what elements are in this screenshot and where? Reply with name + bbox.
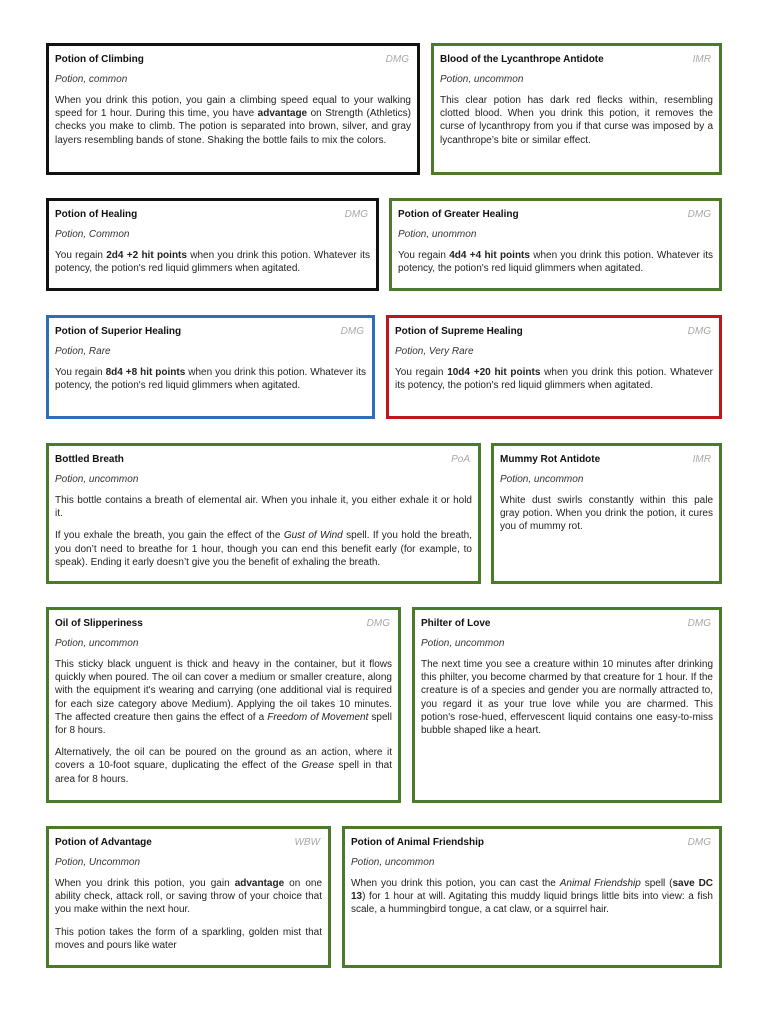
card-blood-of-the-lycanthrope-antidote [431, 43, 722, 175]
text-run: When you drink this potion, you can cast the [351, 878, 560, 889]
bold-text: save DC 13 [351, 878, 714, 903]
description-paragraph [395, 366, 713, 392]
card-header [440, 54, 713, 65]
spell-name: Grease [301, 760, 335, 772]
text-run: Alternatively, the oil can be poured on the ground as an action, where it covers a 10-foot square, duplicating the effect of the [55, 747, 392, 772]
card-title: Philter of Love [421, 618, 491, 629]
card-title: Potion of Greater Healing [398, 209, 519, 220]
item-type: Potion, uncommon [351, 857, 435, 868]
source-tag: DMG [344, 209, 368, 220]
description-paragraph [55, 658, 392, 737]
text-run: when you drink this potion. Whatever its potency, the potion's red liquid glimmers when agitated. [395, 367, 713, 392]
item-type: Potion, uncommon [55, 474, 139, 485]
text-run: The next time you see a creature within 10 minutes after drinking this philter, you become charmed by that creature for 1 hour. If the creature is of a species and gender you are normally attracted to, you regard it as your true love while you are charmed. This potion's rose-hued, effervescent liquid contains one easy-to-miss bubble shaped like a heart. [421, 659, 713, 737]
spell-name: Freedom of Movement [267, 711, 369, 723]
card-header [55, 454, 472, 465]
text-run: when you drink this potion. Whatever its potency, the potion's red liquid glimmers when agitated. [398, 250, 714, 275]
card-potion-of-climbing [46, 43, 420, 175]
description-paragraph [500, 494, 713, 534]
description-paragraph [55, 494, 472, 520]
card-title: Potion of Advantage [55, 837, 152, 848]
description-paragraph [55, 94, 411, 147]
card-title: Potion of Healing [55, 209, 138, 220]
card-header [398, 209, 713, 220]
card-title: Potion of Superior Healing [55, 326, 182, 337]
description-paragraph [55, 249, 370, 275]
text-run: on Strength (Athletics) checks you make to climb. The potion is separated into brown, silver, and gray layers resembling bands of stone. Shaking the bottle fails to mix the colors. [55, 108, 411, 146]
card-potion-of-supreme-healing [386, 315, 722, 419]
card-title: Bottled Breath [55, 454, 124, 465]
card-header [500, 454, 713, 465]
card-title: Mummy Rot Antidote [500, 454, 601, 465]
item-type: Potion, Common [55, 229, 130, 240]
card-title: Potion of Climbing [55, 54, 144, 65]
text-run: You regain [398, 250, 450, 261]
text-run: White dust swirls constantly within this pale gray potion. When you drink the potion, it cures you of mummy rot. [500, 495, 713, 533]
bold-text: 2d4 +2 hit points [106, 250, 187, 261]
card-header [421, 618, 713, 629]
item-type: Potion, uncommon [421, 638, 505, 649]
card-title: Oil of Slipperiness [55, 618, 143, 629]
item-type: Potion, Very Rare [395, 346, 474, 357]
source-tag: DMG [366, 618, 390, 629]
item-type: Potion, uncommon [500, 474, 584, 485]
card-potion-of-healing [46, 198, 379, 291]
card-potion-of-greater-healing [389, 198, 722, 291]
description-paragraph [55, 366, 366, 392]
item-type: Potion, Rare [55, 346, 111, 357]
text-run: You regain [395, 367, 448, 378]
card-header [55, 618, 392, 629]
source-tag: DMG [385, 54, 409, 65]
source-tag: DMG [687, 209, 711, 220]
source-tag: IMR [692, 54, 711, 65]
text-run: spell. If you hold the breath, you don’t need to breathe for 1 hour, though you can end this benefit early (for example, to speak). Ending it early doesn’t give you the benefit of exhaling the breath. [55, 530, 472, 568]
text-run: You regain [55, 250, 107, 261]
text-run: ) for 1 hour at will. Agitating this muddy liquid brings little bits into view: a fish scale, a hummingbird tongue, a cat claw, or a squirrel hair. [351, 891, 713, 916]
bold-text: advantage [257, 108, 308, 120]
text-run: You regain [55, 367, 106, 378]
item-type: Potion, common [55, 74, 128, 85]
source-tag: IMR [692, 454, 711, 465]
description-paragraph [55, 529, 472, 569]
spell-name: Animal Friendship [559, 878, 641, 889]
card-title: Potion of Animal Friendship [351, 837, 484, 848]
card-potion-of-superior-healing [46, 315, 375, 419]
source-tag: DMG [687, 618, 711, 629]
text-run: This potion takes the form of a sparkling, golden mist that moves and pours like water [55, 926, 322, 951]
description-paragraph [398, 249, 713, 275]
source-tag: PoA [451, 454, 470, 465]
card-header [55, 209, 370, 220]
item-type: Potion, unommon [398, 229, 477, 240]
text-run: when you drink this potion. Whatever its potency, the potion's red liquid glimmers when agitated. [55, 367, 367, 392]
description-paragraph [421, 658, 713, 737]
text-run: on one ability check, attack roll, or saving throw of your choice that you make within the next hour. [55, 878, 323, 916]
item-type: Potion, uncommon [440, 74, 524, 85]
card-header [395, 326, 713, 337]
card-philter-of-love [412, 607, 722, 803]
description-paragraph [440, 94, 713, 147]
source-tag: DMG [340, 326, 364, 337]
card-header [55, 837, 322, 848]
card-bottled-breath [46, 443, 481, 584]
description-paragraph [351, 877, 713, 917]
card-mummy-rot-antidote [491, 443, 722, 584]
card-header [351, 837, 713, 848]
card-potion-of-animal-friendship [342, 826, 722, 968]
spell-name: Gust of Wind [283, 530, 343, 542]
description-paragraph [55, 926, 322, 952]
text-run: spell ( [640, 878, 673, 889]
bold-text: 10d4 +20 hit points [447, 367, 541, 378]
card-title: Blood of the Lycanthrope Antidote [440, 54, 604, 65]
item-type: Potion, Uncommon [55, 857, 141, 868]
item-type: Potion, uncommon [55, 638, 139, 649]
bold-text: 4d4 +4 hit points [449, 250, 530, 261]
card-oil-of-slipperiness [46, 607, 401, 803]
source-tag: DMG [687, 326, 711, 337]
description-paragraph [55, 877, 322, 917]
text-run: spell for 8 hours. [55, 711, 392, 737]
text-run: If you exhale the breath, you gain the effect of the [55, 530, 284, 542]
bold-text: 8d4 +8 hit points [105, 367, 186, 378]
text-run: This bottle contains a breath of elemental air. When you inhale it, you either exhale it or hold it. [55, 495, 472, 520]
description-paragraph [55, 746, 392, 786]
text-run: When you drink this potion, you gain a climbing speed equal to your walking speed for 1 hour. During this time, you have [55, 95, 411, 120]
source-tag: WBW [294, 837, 320, 848]
text-run: when you drink this potion. Whatever its potency, the potion's red liquid glimmers when agitated. [55, 250, 371, 275]
card-title: Potion of Supreme Healing [395, 326, 523, 337]
text-run: This clear potion has dark red flecks within, resembling clotted blood. When you drink this potion, it removes the curse of lycanthropy from you if that curse was imposed by a lycanthrope’s bite or similar effect. [440, 95, 713, 146]
source-tag: DMG [687, 837, 711, 848]
text-run: This sticky black unguent is thick and heavy in the container, but it flows quickly when poured. The oil can cover a medium or smaller creature, along with the equipment it's wearing and carrying (one additional vial is required for each size category above Medium). Applying the oil takes 10 minutes. The affected creature then gains the effect of a [55, 659, 392, 723]
card-header [55, 54, 411, 65]
bold-text: advantage [234, 878, 285, 889]
card-header [55, 326, 366, 337]
card-potion-of-advantage [46, 826, 331, 968]
text-run: spell in that area for 8 hours. [55, 760, 392, 785]
text-run: When you drink this potion, you gain [55, 878, 235, 889]
